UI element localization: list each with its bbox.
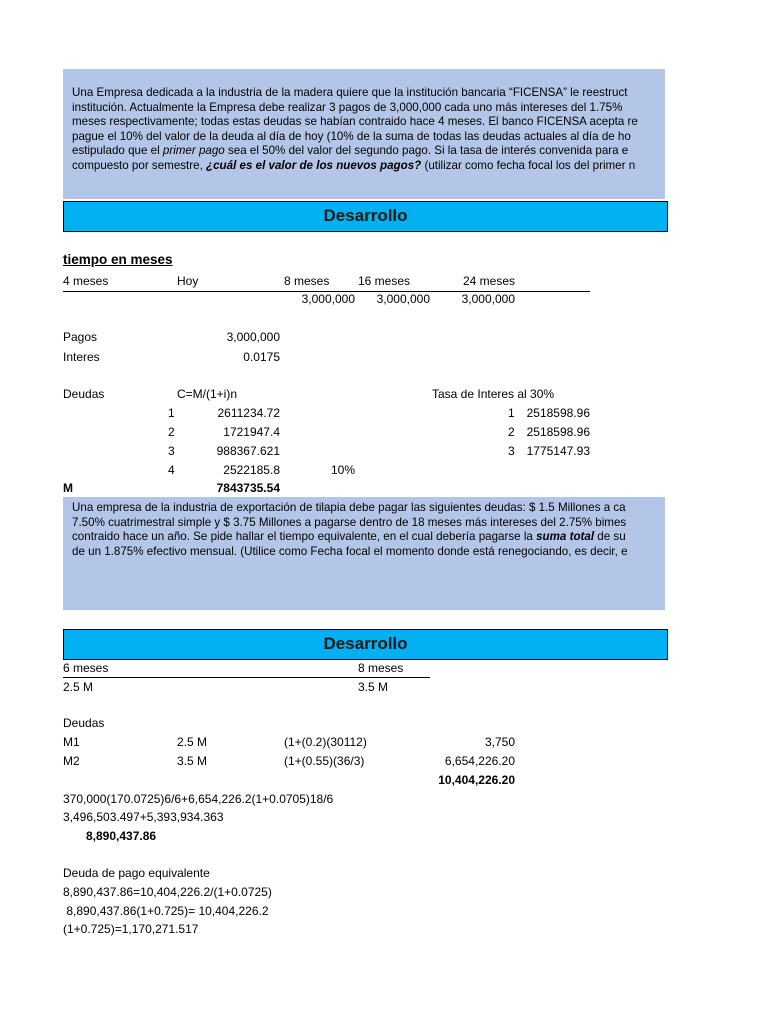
tasa-3-num: 3 <box>508 444 515 458</box>
desarrollo-banner-2: Desarrollo <box>63 629 668 660</box>
tasa-3-value: 1775147.93 <box>526 444 590 458</box>
calc-result: 8,890,437.86 <box>86 829 157 843</box>
formula-c: C=M/(1+i)n <box>177 387 238 401</box>
m2-value: 6,654,226.20 <box>444 754 515 768</box>
problem-2-line-4: de un 1.875% efectivo mensual. (Utilice como Fecha focal el momento donde está renegociando, es decir, e <box>72 544 628 558</box>
m1-label: M1 <box>63 735 80 749</box>
deuda-2-num: 2 <box>168 425 175 439</box>
calc-line-1: 370,000(170.0725)6/6+6,654,226.2(1+0.0705)18/6 <box>63 792 334 806</box>
amount-24: 3,000,000 <box>461 292 515 306</box>
equiv-line-3: (1+0.725)=1,170,271.517 <box>63 922 199 936</box>
m2-label: M2 <box>63 754 80 768</box>
problem-1-line-1: Una Empresa dedicada a la industria de la madera quiere que la institución bancaria “FICENSA” le reestruct <box>72 86 628 99</box>
tiempo-title: tiempo en meses <box>63 252 173 267</box>
value-8-meses: 3.5 M <box>358 680 389 694</box>
problem-2-line-3: contraido hace un año. Se pide hallar el tiempo equivalente, en el cual debería pagarse la suma total de su <box>72 530 626 543</box>
timeline-line-2 <box>63 677 430 678</box>
m-label: M <box>63 481 73 495</box>
deuda-3-num: 3 <box>168 444 175 458</box>
deuda-1-num: 1 <box>168 406 175 420</box>
header-hoy: Hoy <box>177 274 199 288</box>
deudas-label: Deudas <box>63 387 105 401</box>
problem-2-line-1: Una empresa de la industria de exportación de tilapia debe pagar las siguientes deudas: $ 1.5 Millones a ca <box>72 501 626 514</box>
pagos-label: Pagos <box>63 330 98 344</box>
m1-amount: 2.5 M <box>177 735 208 749</box>
total-value: 10,404,226.20 <box>438 773 515 787</box>
equiv-label: Deuda de pago equivalente <box>63 866 210 880</box>
deuda-3-value: 988367.621 <box>216 444 280 458</box>
tasa-2-value: 2518598.96 <box>526 425 590 439</box>
equiv-line-1: 8,890,437.86=10,404,226.2/(1+0.0725) <box>63 885 272 899</box>
problem-1-line-2: institución. Actualmente la Empresa debe realizar 3 pagos de 3,000,000 cada uno más intereses del 1.75% <box>72 100 623 114</box>
tasa-1-value: 2518598.96 <box>526 406 590 420</box>
problem-1-line-5: estipulado que el primer pago sea el 50% del valor del segundo pago. Si la tasa de interés convenida para e <box>72 144 629 157</box>
tasa-2-num: 2 <box>508 425 515 439</box>
tasa-1-num: 1 <box>508 406 515 420</box>
header-8-meses-2: 8 meses <box>358 661 404 675</box>
m1-value: 3,750 <box>484 735 515 749</box>
header-6-meses: 6 meses <box>63 661 109 675</box>
deuda-4-num: 4 <box>168 463 175 477</box>
header-8-meses: 8 meses <box>284 274 330 288</box>
percent-10: 10% <box>331 463 356 477</box>
problem-1-line-4: pague el 10% del valor de la deuda al día de hoy (10% de la suma de todas las deudas actuales al día de ho <box>72 129 631 143</box>
amount-8: 3,000,000 <box>301 292 355 306</box>
value-6-meses: 2.5 M <box>63 680 94 694</box>
calc-line-2: 3,496,503.497+5,393,934.363 <box>63 810 224 824</box>
amount-16: 3,000,000 <box>376 292 430 306</box>
equiv-line-2: 8,890,437.86(1+0.725)= 10,404,226.2 <box>63 904 269 918</box>
deuda-2-value: 1721947.4 <box>223 425 280 439</box>
deuda-4-value: 2522185.8 <box>223 463 280 477</box>
header-4-meses: 4 meses <box>63 274 109 288</box>
problem-1-line-6: compuesto por semestre, ¿cuál es el valor de los nuevos pagos? (utilizar como fecha focal los del primer n <box>72 158 636 172</box>
desarrollo-banner-1: Desarrollo <box>63 201 668 232</box>
interes-value: 0.0175 <box>243 350 280 364</box>
m1-formula: (1+(0.2)(30112) <box>284 735 367 749</box>
problem-1-box <box>63 69 665 199</box>
header-16-meses: 16 meses <box>358 274 411 288</box>
m-value: 7843735.54 <box>216 481 280 495</box>
deuda-1-value: 2611234.72 <box>217 406 280 420</box>
problem-1-line-3: meses respectivamente; todas estas deudas se habían contraido hace 4 meses. El banco FICENSA acepta re <box>72 115 638 128</box>
problem-2-box <box>63 497 665 610</box>
interes-label: Interes <box>63 350 100 364</box>
pagos-value: 3,000,000 <box>226 330 280 344</box>
header-24-meses: 24 meses <box>463 274 516 288</box>
tasa-label: Tasa de Interes al 30% <box>432 387 555 401</box>
m2-formula: (1+(0.55)(36/3) <box>284 754 365 768</box>
problem-2-line-2: 7.50% cuatrimestral simple y $ 3.75 Millones a pagarse dentro de 18 meses más intereses del 2.75% bimes <box>72 515 627 529</box>
m2-amount: 3.5 M <box>177 754 208 768</box>
deudas-label-2: Deudas <box>63 716 105 730</box>
